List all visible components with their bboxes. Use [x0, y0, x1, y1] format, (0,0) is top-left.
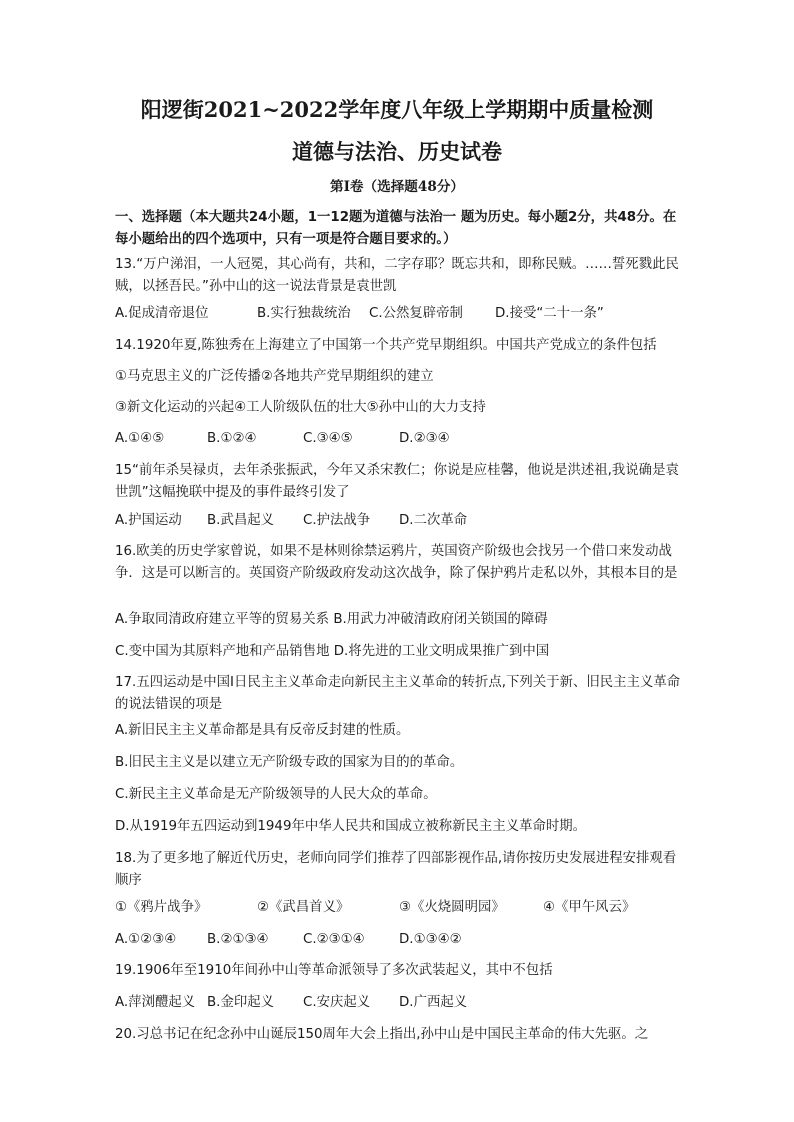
option-c: C.公然复辟帝制 — [369, 306, 463, 321]
question-16-stem: 16.欧美的历史学家曾说，如果不是林则徐禁运鸦片，英国资产阶级也会找另一个借口来发动战争．这是可以断言的。英国资产阶级政府发动这次战争，除了保护鸦片走私以外，其根本目的是 — [115, 544, 678, 581]
film-item-3: ③《火烧圆明园》 — [399, 900, 505, 915]
option-d: D.②③④ — [399, 431, 450, 446]
question-14-options — [115, 428, 685, 450]
question-17-option-b: B.旧民主主义是以建立无产阶级专政的国家为目的的革命。 — [115, 755, 464, 770]
option-a: A.①④⑤ — [115, 431, 165, 446]
question-17-option-a: A.新旧民主主义革命都是具有反帝反封建的性质。 — [115, 723, 410, 738]
option-a: A.护国运动 — [115, 513, 182, 528]
question-17-option-c: C.新民主主义革命是无产阶级领导的人民大众的革命。 — [115, 787, 437, 802]
question-17-option-d: D.从1919年五四运动到1949年中华人民共和国成立被称新民主主义革命时期。 — [115, 819, 587, 834]
option-c: C.护法战争 — [303, 513, 371, 528]
option-a: A.萍浏醴起义 — [115, 995, 196, 1010]
exam-title: 阳逻街2021~2022学年度八年级上学期期中质量检测 — [140, 97, 654, 122]
question-20-stem: 20.习总书记在纪念孙中山诞辰150周年大会上指出,孙中山是中国民主革命的伟大先驱。之 — [115, 1027, 649, 1042]
question-19-stem: 19.1906年至1910年间孙中山等革命派领导了多次武装起义，其中不包括 — [115, 963, 553, 978]
exam-subtitle: 道德与法治、历史试卷 — [292, 139, 502, 164]
film-item-4: ④《甲午风云》 — [543, 900, 636, 915]
option-c: C.②③①④ — [303, 932, 365, 947]
option-a: A.①②③④ — [115, 932, 177, 947]
option-d: D.将先进的工业文明成果推广到中国 — [333, 644, 550, 659]
option-d: D.二次革命 — [399, 513, 468, 528]
option-c: C.变中国为其原料产地和产品销售地 — [115, 644, 330, 659]
question-13-stem: 13.“万户涕泪，一人冠冕，其心尚有，共和，二字存耶？既忘共和，即称民贼。……誓死戮此民贼，以拯吾民。”孙中山的这一说法背景是袁世凯 — [115, 257, 679, 294]
option-c: C.安庆起义 — [303, 995, 371, 1010]
option-b: B.武昌起义 — [207, 513, 275, 528]
question-19-options — [115, 992, 685, 1014]
question-18-stem: 18.为了更多地了解近代历史，老师向同学们推荐了四部影视作品,请你按历史发展进程安排观看顺序 — [115, 851, 677, 888]
option-c: C.③④⑤ — [303, 431, 353, 446]
question-14-item-2: ③新文化运动的兴起④工人阶级队伍的壮大⑤孙中山的大力支持 — [115, 400, 486, 415]
option-b: B.用武力冲破清政府闭关锁国的障碍 — [333, 612, 548, 627]
option-b: B.①②④ — [207, 431, 257, 446]
instructions: 一、选择题（本大题共24小题，1一12题为道德与法治一 题为历史。每小题2分，共48分。在每小题给出的四个选项中，只有一项是符合题目要求的。） — [115, 210, 677, 247]
option-b: B.金印起义 — [207, 995, 275, 1010]
option-a: A.争取同清政府建立平等的贸易关系 — [115, 612, 330, 627]
question-13-options — [115, 303, 685, 325]
option-d: D.①③④② — [399, 932, 462, 947]
question-18-items — [115, 897, 685, 919]
question-17-stem: 17.五四运动是中国Ⅰ日民主主义革命走向新民主主义革命的转折点,下列关于新、旧民主主义革命的说法错误的项是 — [115, 675, 681, 712]
option-b: B.实行独裁统治 — [257, 306, 351, 321]
question-16-options-row-2 — [115, 641, 685, 663]
option-a: A.促成清帝退位 — [115, 306, 209, 321]
question-15-options — [115, 510, 685, 532]
question-18-options — [115, 929, 685, 951]
option-d: D.广西起义 — [399, 995, 468, 1010]
question-15-stem: 15“前年杀吴禄贞，去年杀张振武，今年又杀宋教仁；你说是应桂馨，他说是洪述祖,我说确是袁世凯”这幅挽联中提及的事件最终引发了 — [115, 463, 679, 500]
question-16-options-row-1 — [115, 609, 685, 631]
film-item-2: ②《武昌首义》 — [257, 900, 350, 915]
question-14-item-1: ①马克思主义的广泛传播②各地共产党早期组织的建立 — [115, 369, 434, 384]
option-d: D.接受“二十一条” — [495, 306, 604, 321]
section-title: 第Ⅰ卷（选择题48分） — [329, 179, 465, 195]
question-14-stem: 14.1920年夏,陈独秀在上海建立了中国第一个共产党早期组织。中国共产党成立的条件包括 — [115, 338, 657, 353]
option-b: B.②①③④ — [207, 932, 269, 947]
film-item-1: ①《鸦片战争》 — [115, 900, 208, 915]
